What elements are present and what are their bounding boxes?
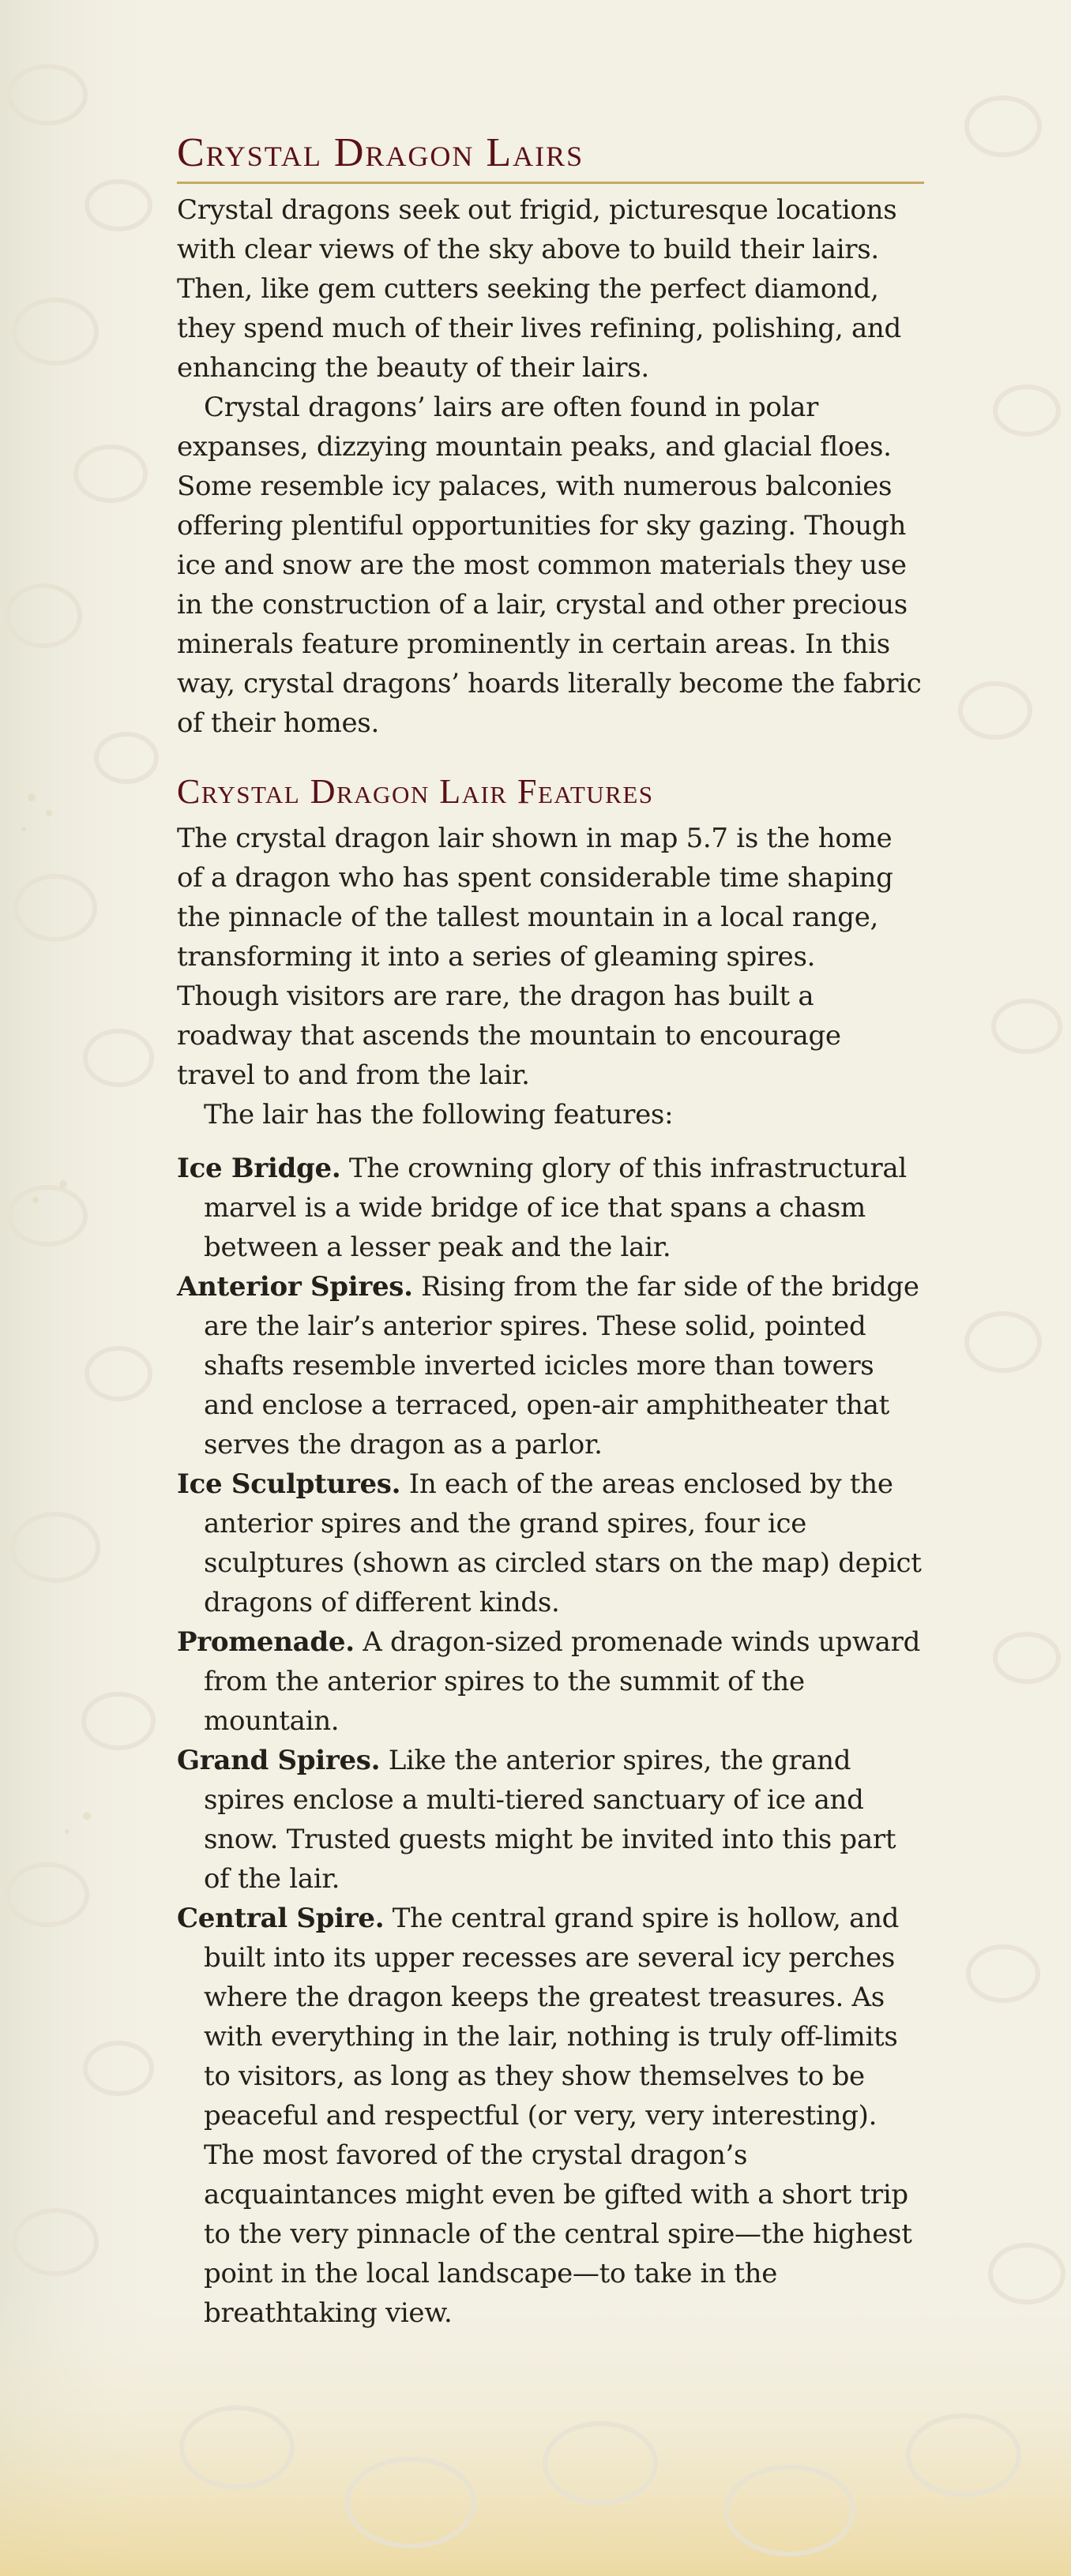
feature-central-spire <box>177 1899 924 2333</box>
feature-term: Promenade. <box>177 1626 355 1658</box>
feature-list <box>177 1149 924 2333</box>
section-paragraph-2: Crystal dragons’ lairs are often found in polar expanses, dizzying mountain peaks, and glacial floes. Some resemble icy palaces, with numerous balconies offering plentiful opportunities for sky gazing. Though ice and snow are the most common materials they use in the construction of a lair, crystal and other precious minerals feature prominently in certain areas. In this way, crystal dragons’ hoards literally become the fabric of their homes. <box>177 392 922 739</box>
feature-text: The central grand spire is hollow, and built into its upper recesses are several icy perches where the dragon keeps the greatest treasures. As with everything in the lair, nothing is truly off-limits to visitors, as long as they show themselves to be peaceful and respectful (or very, very interesting). The most favored of the crystal dragon’s acquaintances might even be gifted with a short trip to the very pinnacle of the central spire—the highest point in the local landscape—to take in the breathtaking view. <box>204 1903 912 2329</box>
feature-promenade <box>177 1622 924 1741</box>
feature-grand-spires <box>177 1741 924 1899</box>
feature-term: Grand Spires. <box>177 1745 381 1776</box>
feature-ice-sculptures <box>177 1464 924 1622</box>
section-title: Crystal Dragon Lairs <box>177 125 924 184</box>
feature-text: The crowning glory of this infrastructural marvel is a wide bridge of ice that spans a chasm between a lesser peak and the lair. <box>204 1153 907 1263</box>
feature-text: Rising from the far side of the bridge are the lair’s anterior spires. These solid, pointed shafts resemble inverted icicles more than towers and enclose a terraced, open-air amphitheater that serves the dragon as a parlor. <box>204 1271 919 1460</box>
feature-ice-bridge <box>177 1149 924 1267</box>
feature-text: A dragon-sized promenade winds upward from the anterior spires to the summit of the mountain. <box>204 1626 921 1737</box>
subsection-title: Crystal Dragon Lair Features <box>177 772 654 811</box>
page-content <box>177 125 924 2333</box>
feature-anterior-spires <box>177 1267 924 1464</box>
feature-term: Anterior Spires. <box>177 1271 413 1303</box>
section-paragraph-1: Crystal dragons seek out frigid, picturesque locations with clear views of the sky above to build their lairs. Then, like gem cutters seeking the perfect diamond, they spend much of their lives refining, polishing, and enhancing the beauty of their lairs. <box>177 194 901 384</box>
feature-text: In each of the areas enclosed by the anterior spires and the grand spires, four ice sculptures (shown as circled stars on the map) depict dragons of different kinds. <box>204 1468 922 1618</box>
feature-term: Central Spire. <box>177 1903 385 1934</box>
feature-term: Ice Bridge. <box>177 1153 341 1184</box>
feature-text: Like the anterior spires, the grand spires enclose a multi-tiered sanctuary of ice and snow. Trusted guests might be invited into this part of the lair. <box>204 1745 896 1895</box>
subsection-paragraph-1: The crystal dragon lair shown in map 5.7 is the home of a dragon who has spent considerable time shaping the pinnacle of the tallest mountain in a local range, transforming it into a series of gleaming spires. Though visitors are rare, the dragon has built a roadway that ascends the mountain to encourage travel to and from the lair. <box>177 823 893 1091</box>
subsection-paragraph-2: The lair has the following features: <box>204 1099 674 1131</box>
feature-term: Ice Sculptures. <box>177 1468 401 1500</box>
